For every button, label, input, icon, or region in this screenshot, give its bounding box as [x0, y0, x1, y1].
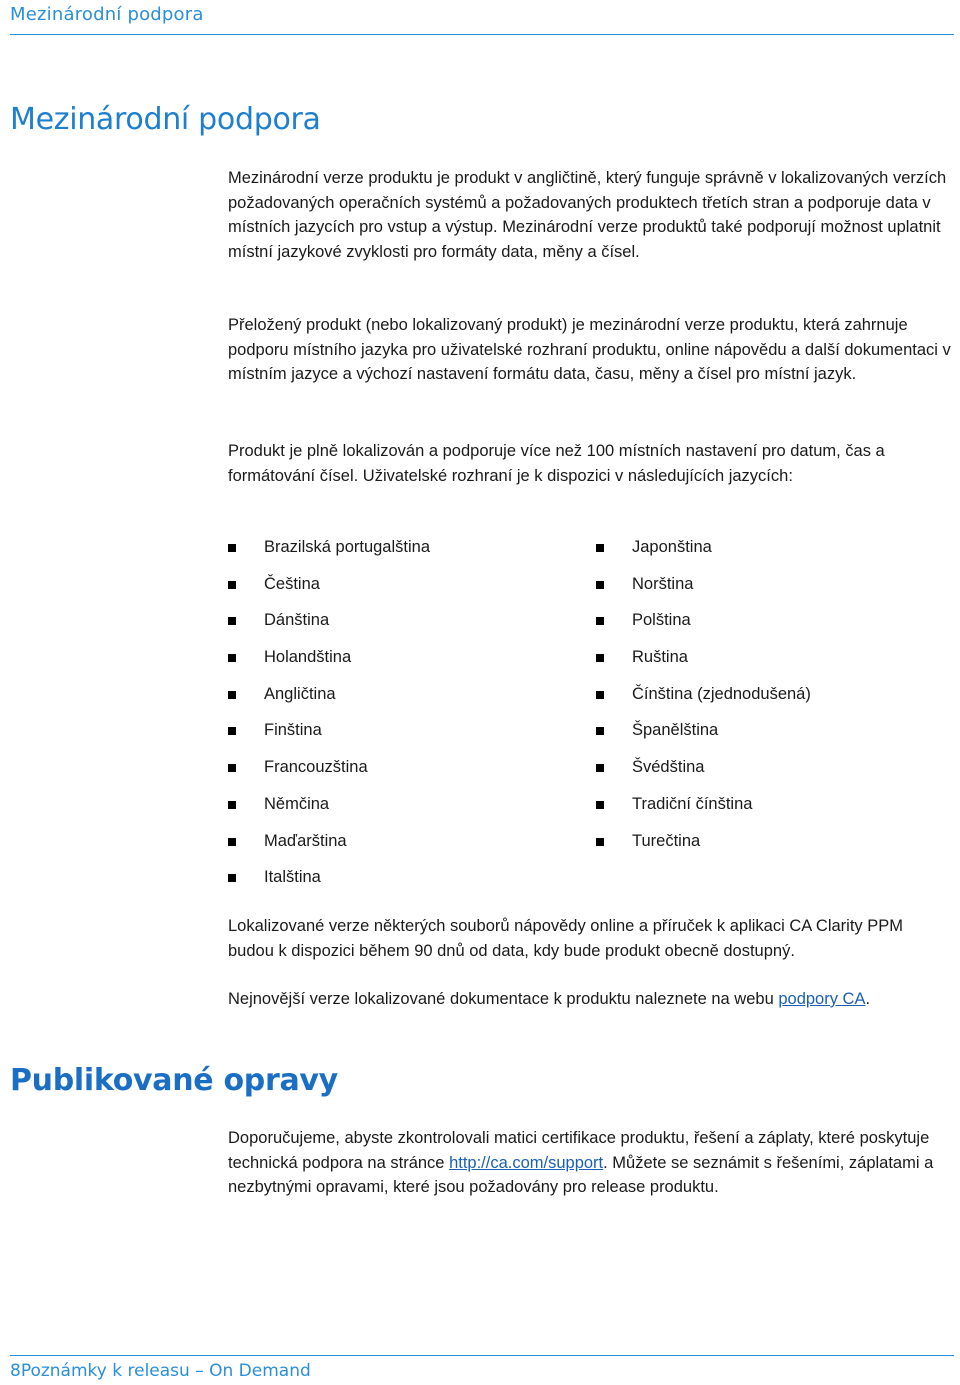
support-url-link[interactable]: http://ca.com/support [449, 1153, 604, 1172]
running-header: Mezinárodní podpora [10, 4, 204, 25]
language-label: Švédština [632, 758, 705, 777]
language-label: Turečtina [632, 831, 701, 850]
list-item [596, 718, 811, 755]
square-bullet-icon [596, 838, 604, 846]
list-item [596, 535, 811, 572]
square-bullet-icon [596, 581, 604, 589]
list-item [228, 572, 430, 609]
language-label: Holandština [264, 648, 352, 667]
text-segment: . [865, 990, 871, 1008]
section-title-international-support: Mezinárodní podpora [10, 102, 321, 137]
square-bullet-icon [596, 544, 604, 552]
list-item [596, 755, 811, 792]
text-segment: Nejnovější verze lokalizované dokumentace k produktu naleznete na webu [228, 990, 779, 1008]
list-item [228, 682, 430, 719]
square-bullet-icon [228, 544, 236, 552]
list-item [228, 645, 430, 682]
language-label: Angličtina [264, 684, 336, 703]
language-label: Čínština (zjednodušená) [632, 684, 811, 703]
square-bullet-icon [228, 801, 236, 809]
list-item [228, 829, 430, 866]
square-bullet-icon [228, 581, 236, 589]
square-bullet-icon [228, 654, 236, 662]
square-bullet-icon [228, 764, 236, 772]
square-bullet-icon [596, 691, 604, 699]
language-label: Finština [264, 721, 322, 740]
language-label: Polština [632, 611, 691, 630]
list-item [228, 792, 430, 829]
paragraph-latest-docs [228, 987, 952, 1012]
language-label: Japonština [632, 538, 712, 556]
list-item [596, 608, 811, 645]
list-item [228, 718, 430, 755]
list-item [596, 572, 811, 609]
language-list-right [596, 535, 811, 865]
list-item [228, 755, 430, 792]
list-item [228, 865, 430, 902]
square-bullet-icon [228, 874, 236, 882]
page-footer: 8Poznámky k releasu – On Demand [10, 1361, 311, 1381]
square-bullet-icon [596, 801, 604, 809]
text-segment: . Můžete se seznámit s řešeními, záplatami a nezbytnými opravami, které jsou požadovány pro release produktu. [228, 1153, 934, 1196]
list-item [228, 608, 430, 645]
paragraph-localized-help: Lokalizované verze některých souborů nápovědy online a příruček k aplikaci CA Clarity PPM budou k dispozici během 90 dnů od data, kdy bude produkt obecně dostupný. [228, 917, 904, 960]
language-list-left [228, 535, 430, 902]
square-bullet-icon [228, 727, 236, 735]
paragraph-translated-product: Přeložený produkt (nebo lokalizovaný produkt) je mezinárodní verze produktu, která zahrnuje podporu místního jazyka pro uživatelské rozhraní produktu, online nápovědu a další dokumentaci v místním jazyce a výchozí nastavení formátu data, času, měny a čísel pro místní jazyk. [228, 316, 951, 383]
paragraph-localization-intro: Produkt je plně lokalizován a podporuje více než 100 místních nastavení pro datum, čas a formátování čísel. Uživatelské rozhraní je k dispozici v následujících jazycích: [228, 442, 885, 485]
language-label: Španělština [632, 721, 719, 740]
language-label: Brazilská portugalština [264, 538, 430, 556]
list-item [596, 792, 811, 829]
language-label: Ruština [632, 648, 688, 667]
ca-support-link[interactable]: podpory CA [778, 990, 866, 1008]
language-label: Norština [632, 574, 694, 593]
language-label: Němčina [264, 794, 330, 813]
list-item [596, 645, 811, 682]
square-bullet-icon [596, 764, 604, 772]
language-label: Čeština [264, 574, 320, 593]
footer-divider [10, 1355, 954, 1356]
square-bullet-icon [228, 617, 236, 625]
paragraph-international-version: Mezinárodní verze produktu je produkt v angličtině, který funguje správně v lokalizovaných verzích požadovaných operačních systémů a požadovaných produktech třetích stran a podporuje data v místních jazycích pro vstup a výstup. Mezinárodní verze produktů také podporují možnost uplatnit místní jazykové zvyklosti pro formáty data, měny a čísel. [228, 169, 947, 261]
header-divider [10, 34, 954, 35]
list-item [596, 682, 811, 719]
section-title-published-fixes: Publikované opravy [10, 1063, 338, 1098]
language-label: Dánština [264, 611, 330, 630]
language-label: Tradiční čínština [632, 794, 753, 813]
square-bullet-icon [596, 617, 604, 625]
language-label: Francouzština [264, 758, 368, 777]
language-label: Italština [264, 868, 321, 887]
square-bullet-icon [596, 654, 604, 662]
list-item [596, 829, 811, 866]
text-segment: Doporučujeme, abyste zkontrolovali matici certifikace produktu, řešení a záplaty, které poskytuje technická podpora na stránce [228, 1129, 930, 1172]
list-item [228, 535, 430, 572]
paragraph-published-fixes [228, 1126, 952, 1200]
language-label: Maďarština [264, 831, 347, 850]
square-bullet-icon [228, 838, 236, 846]
square-bullet-icon [228, 691, 236, 699]
square-bullet-icon [596, 727, 604, 735]
